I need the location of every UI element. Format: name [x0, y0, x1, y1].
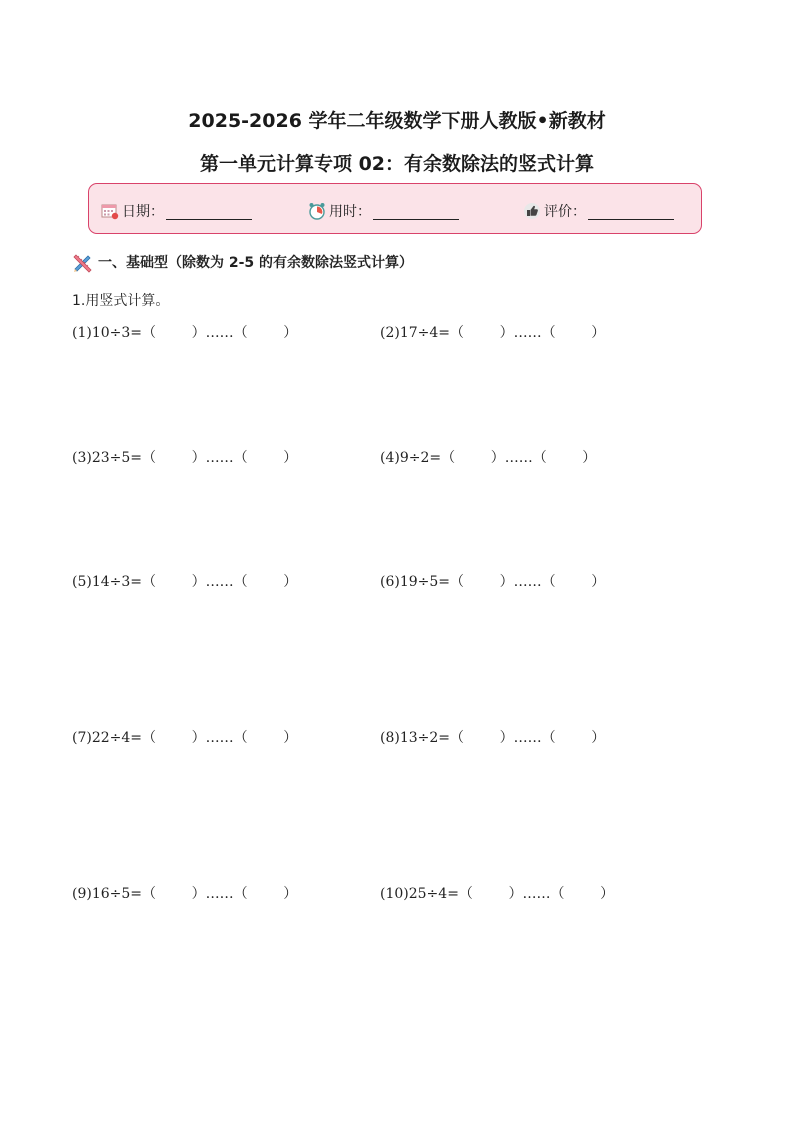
evaluation-blank[interactable] [588, 203, 674, 220]
problem-2: (2)17÷4=（ ）……（ ） [380, 325, 606, 341]
calendar-icon [101, 202, 119, 220]
pencil-ruler-icon [72, 251, 94, 273]
page-subtitle: 第一单元计算专项 02：有余数除法的竖式计算 [199, 153, 595, 175]
problem-8: (8)13÷2=（ ）……（ ） [380, 730, 606, 746]
evaluation-field [523, 201, 674, 221]
problem-5: (5)14÷3=（ ）……（ ） [72, 574, 298, 590]
problem-3: (3)23÷5=（ ）……（ ） [72, 450, 298, 466]
alarm-clock-icon [308, 202, 326, 220]
time-label: 用时： [329, 204, 371, 220]
section-heading [72, 251, 413, 273]
section-title: 一、基础型（除数为 2-5 的有余数除法竖式计算） [98, 255, 414, 271]
problem-10: (10)25÷4=（ ）……（ ） [380, 886, 615, 902]
time-field [308, 201, 459, 221]
problem-1: (1)10÷3=（ ）……（ ） [72, 325, 298, 341]
page-title: 2025-2026 学年二年级数学下册人教版•新教材 [188, 110, 606, 132]
date-blank[interactable] [166, 203, 252, 220]
problem-6: (6)19÷5=（ ）……（ ） [380, 574, 606, 590]
problem-7: (7)22÷4=（ ）……（ ） [72, 730, 298, 746]
evaluation-label: 评价： [544, 204, 586, 220]
problem-4: (4)9÷2=（ ）……（ ） [380, 450, 597, 466]
date-label: 日期： [122, 204, 164, 220]
problem-9: (9)16÷5=（ ）……（ ） [72, 886, 298, 902]
question-label: 1.用竖式计算。 [72, 293, 170, 309]
date-field [101, 201, 252, 221]
thumbs-up-icon [523, 202, 541, 220]
time-blank[interactable] [373, 203, 459, 220]
info-box [88, 183, 702, 234]
